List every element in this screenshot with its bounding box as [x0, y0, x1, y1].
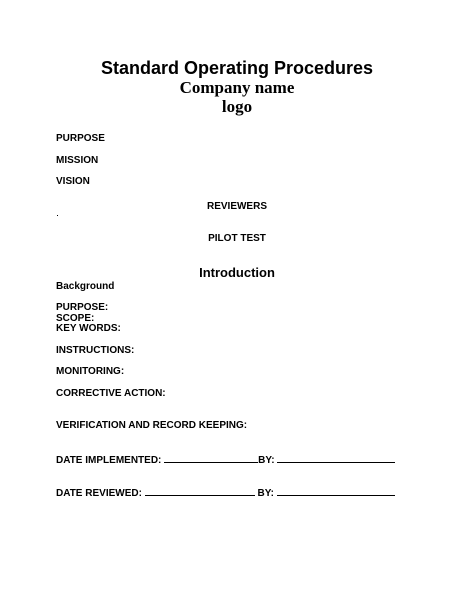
scope-label: SCOPE:: [56, 313, 95, 324]
verification-label: VERIFICATION AND RECORD KEEPING:: [56, 420, 248, 431]
date-implemented-row: [56, 452, 395, 467]
vision-label: VISION: [56, 176, 90, 187]
mission-label: MISSION: [56, 155, 99, 166]
intro-purpose-label: PURPOSE:: [56, 302, 109, 313]
introduction-heading: Introduction: [199, 265, 275, 280]
date-implemented-blank[interactable]: [164, 452, 258, 463]
implemented-by-label: BY:: [258, 455, 275, 466]
document-title: Standard Operating Procedures: [100, 58, 374, 78]
implemented-by-blank[interactable]: [277, 452, 395, 463]
reviewed-by-blank[interactable]: [277, 485, 395, 496]
purpose-label: PURPOSE: [56, 133, 105, 144]
date-reviewed-blank[interactable]: [145, 485, 255, 496]
key-words-label: KEY WORDS:: [56, 323, 121, 334]
date-reviewed-row: [56, 485, 395, 500]
stray-dot: [57, 215, 58, 216]
date-implemented-label: DATE IMPLEMENTED:: [56, 455, 162, 466]
date-reviewed-label: DATE REVIEWED:: [56, 488, 142, 499]
monitoring-label: MONITORING:: [56, 366, 125, 377]
company-name: Company name: [179, 78, 295, 97]
corrective-action-label: CORRECTIVE ACTION:: [56, 388, 166, 399]
background-label: Background: [56, 281, 115, 292]
reviewed-by-label: BY:: [257, 488, 274, 499]
reviewers-label: REVIEWERS: [206, 201, 267, 212]
instructions-label: INSTRUCTIONS:: [56, 345, 135, 356]
logo-placeholder: logo: [221, 97, 253, 116]
pilot-test-label: PILOT TEST: [208, 233, 266, 244]
